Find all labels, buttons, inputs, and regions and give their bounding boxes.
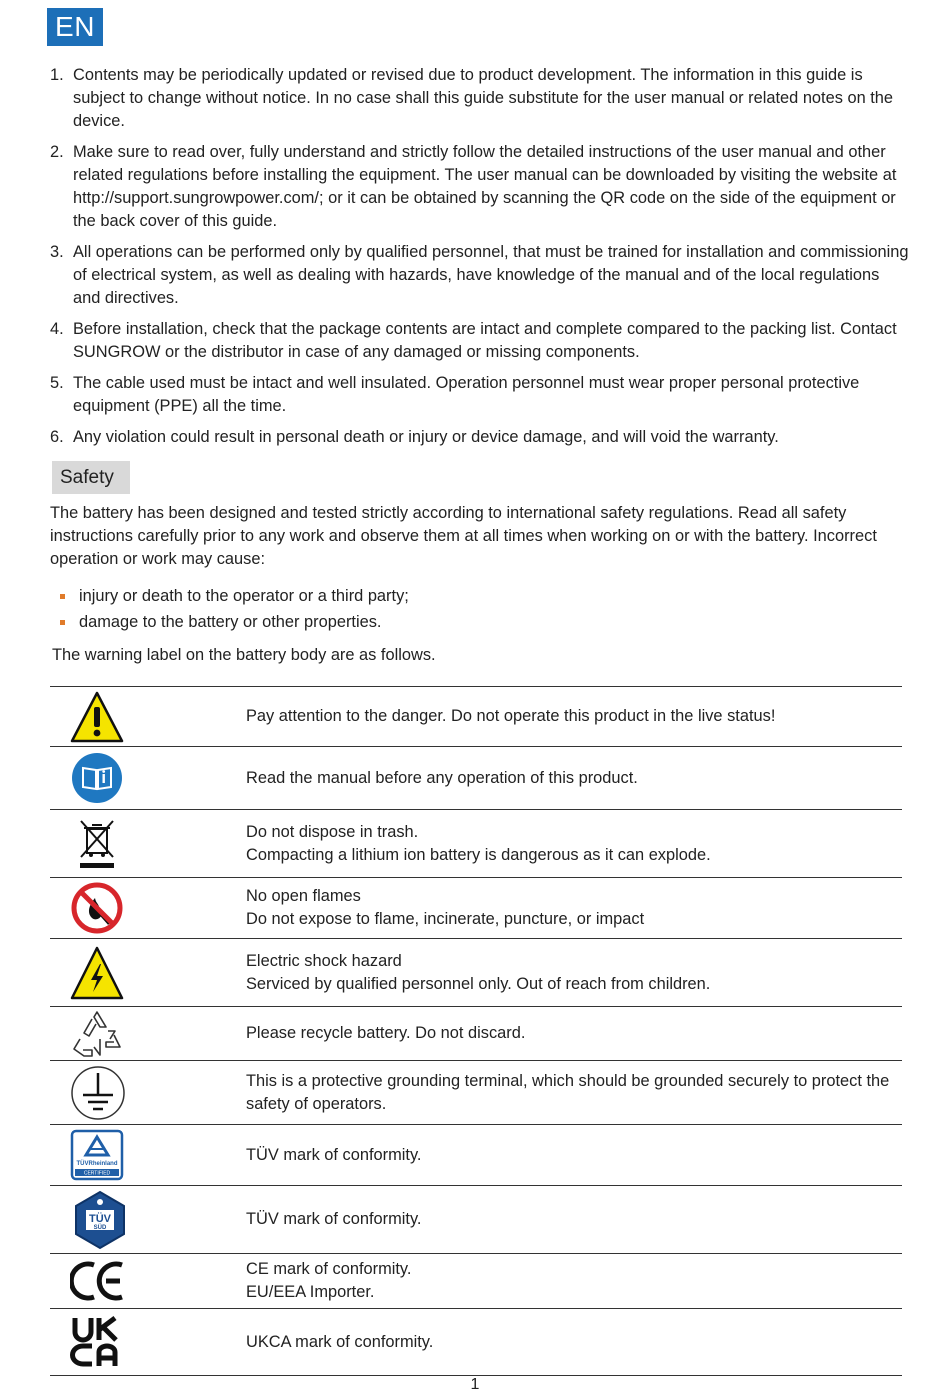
label-text: This is a protective grounding terminal, which should be grounded securely to protect the safety of operators. [246,1071,890,1113]
svg-text:TÜVRheinland: TÜVRheinland [76,1161,118,1167]
table-row [50,1309,902,1376]
svg-text:SÜD: SÜD [93,1224,107,1231]
language-badge: EN [47,8,103,46]
item-number: 6. [50,428,64,446]
recycle-icon [70,1009,124,1059]
list-item [50,64,910,133]
label-text: EU/EEA Importer. [246,1283,375,1301]
table-row [50,878,902,939]
safety-heading: Safety [52,461,130,494]
table-row [50,1061,902,1125]
list-item [50,241,910,310]
no-open-flame-icon [70,882,124,934]
warning-label-intro: The warning label on the battery body are as follows. [52,646,436,664]
page-number: 1 [470,1376,480,1393]
table-row [50,687,902,747]
item-text: The cable used must be intact and well insulated. Operation personnel must wear proper personal protective equipment (PPE) all the time. [73,374,860,415]
bullet-marker-icon [60,620,65,625]
label-text: Read the manual before any operation of this product. [246,768,638,787]
label-text: Compacting a lithium ion battery is dangerous as it can explode. [246,845,711,864]
label-text: Pay attention to the danger. Do not operate this product in the live status! [246,707,776,725]
item-number: 1. [50,66,64,84]
bullet-item [60,609,409,635]
table-row [50,1254,902,1309]
safety-bullets [60,583,409,635]
bullet-text: injury or death to the operator or a third party; [79,587,409,605]
label-text: Serviced by qualified personnel only. Out of reach from children. [246,974,711,993]
label-text: CE mark of conformity. [246,1260,412,1278]
label-text: Do not dispose in trash. [246,822,419,841]
item-number: 5. [50,374,64,392]
table-row [50,1125,902,1186]
notes-list [50,64,910,457]
svg-text:TÜV: TÜV [89,1212,111,1225]
table-row [50,939,902,1007]
item-text: Make sure to read over, fully understand and strictly follow the detailed instructions of the user manual and other related regulations before installing the equipment. The user manual can be downloaded by visiting the website at http://support.sungrowpower.com/; or it can be obtained by scanning the QR code on the side of the equipment or the back cover of this guide. [73,143,897,230]
label-text: Electric shock hazard [246,951,402,970]
label-text: Please recycle battery. Do not discard. [246,1024,526,1042]
label-text: Do not expose to flame, incinerate, puncture, or impact [246,910,645,928]
item-number: 3. [50,243,64,261]
bullet-marker-icon [60,594,65,599]
list-item [50,426,910,449]
no-trash-bin-icon [70,817,124,871]
item-text: Before installation, check that the package contents are intact and complete compared to the packing list. Contact SUNGROW or the distributor in case of any damaged or missing components. [73,320,897,361]
label-text: TÜV mark of conformity. [246,1210,422,1228]
item-number: 4. [50,320,64,338]
ce-mark-icon [70,1261,126,1301]
danger-warning-icon [70,691,124,743]
table-row [50,1186,902,1254]
item-text: All operations can be performed only by qualified personnel, that must be trained for installation and commissioning of electrical system, as well as dealing with hazards, have knowledge of the manual and of the local regulations and directives. [73,243,909,307]
warning-label-table [50,686,902,1376]
bullet-text: damage to the battery or other properties. [79,613,382,631]
list-item [50,141,910,233]
table-row [50,747,902,810]
tuv-rheinland-icon [70,1129,124,1181]
table-row [50,810,902,878]
item-text: Any violation could result in personal death or injury or device damage, and will void the warranty. [73,428,779,446]
read-manual-icon [70,752,124,804]
item-number: 2. [50,143,64,161]
ukca-mark-icon [70,1314,126,1370]
label-text: UKCA mark of conformity. [246,1332,434,1351]
svg-text:CERTIFIED: CERTIFIED [83,1170,111,1177]
bullet-item [60,583,409,609]
label-text: TÜV mark of conformity. [246,1145,422,1164]
list-item [50,372,910,418]
ground-terminal-icon [70,1065,126,1121]
electric-shock-icon [70,946,124,1000]
label-text: No open flames [246,887,361,905]
table-row [50,1007,902,1061]
tuv-sud-icon [70,1190,130,1250]
list-item [50,318,910,364]
safety-intro: The battery has been designed and tested strictly according to international safety regulations. Read all safety instructions carefully prior to any work and observe them at all times when working on or with the battery. Incorrect operation or work may cause: [50,504,877,568]
item-text: Contents may be periodically updated or revised due to product development. The information in this guide is subject to change without notice. In no case shall this guide substitute for the user manual or related notes on the device. [73,66,894,130]
